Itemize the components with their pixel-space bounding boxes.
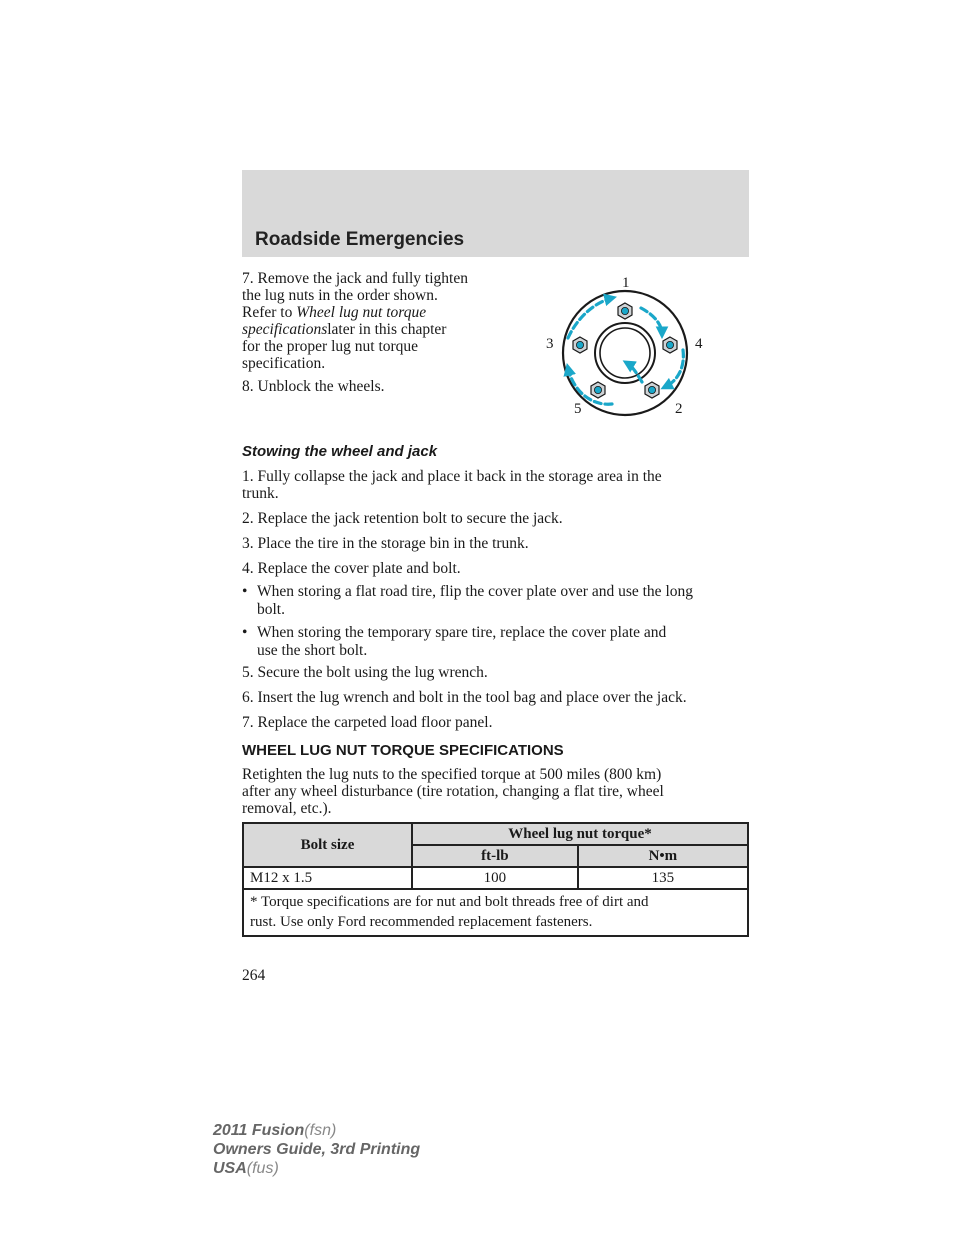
stow-step-1: 1. Fully collapse the jack and place it back in the storage area in the xyxy=(242,468,662,485)
section-heading: WHEEL LUG NUT TORQUE SPECIFICATIONS xyxy=(242,742,564,759)
stow-step-7: 7. Replace the carpeted load floor panel. xyxy=(242,714,493,731)
table-row xyxy=(243,867,748,889)
page-number: 264 xyxy=(242,967,266,984)
section-header-band xyxy=(242,170,749,257)
table-cell-nm: 135 xyxy=(578,867,748,889)
step-7-line xyxy=(242,321,446,338)
column-header-ft-lb: ft-lb xyxy=(412,845,578,867)
sequence-label-5: 5 xyxy=(574,401,582,417)
sequence-label-4: 4 xyxy=(695,336,703,352)
step-7-text: Refer to xyxy=(242,304,297,321)
step-7-line: for the proper lug nut torque xyxy=(242,338,419,355)
step-7-line xyxy=(242,304,426,321)
cross-reference: specifications xyxy=(242,321,328,338)
table-footnote: * Torque specifications are for nut and bolt threads free of dirt and rust. Use only Ford recommended replacement fasteners. xyxy=(243,889,748,936)
stow-step-4: 4. Replace the cover plate and bolt. xyxy=(242,560,461,577)
torque-intro: after any wheel disturbance (tire rotation, changing a flat tire, wheel xyxy=(242,783,664,800)
hub-inner-circle xyxy=(600,328,650,378)
table-footnote-row xyxy=(243,889,748,936)
stow-step-5: 5. Secure the bolt using the lug wrench. xyxy=(242,664,488,681)
hub-outer-circle xyxy=(595,323,655,383)
column-header-bolt-size: Bolt size xyxy=(243,823,412,867)
document-footer: 2011 Fusion(fsn) Owners Guide, 3rd Printing USA(fus) xyxy=(213,1122,421,1177)
step-7-line: the lug nuts in the order shown. xyxy=(242,287,438,304)
column-header-nm: N•m xyxy=(578,845,748,867)
stow-step-3: 3. Place the tire in the storage bin in the trunk. xyxy=(242,535,529,552)
lug-nut-sequence-diagram xyxy=(540,270,710,420)
bullet-item: • When storing the temporary spare tire, replace the cover plate and use the short bolt. xyxy=(242,624,667,659)
torque-intro: Retighten the lug nuts to the specified torque at 500 miles (800 km) xyxy=(242,766,662,783)
column-header-torque: Wheel lug nut torque* xyxy=(412,823,748,845)
stow-step-1: trunk. xyxy=(242,485,279,502)
cross-reference: Wheel lug nut torque xyxy=(296,304,427,321)
step-7-text: later in this chapter xyxy=(327,321,447,338)
subsection-heading: Stowing the wheel and jack xyxy=(242,443,438,460)
stow-step-6: 6. Insert the lug wrench and bolt in the tool bag and place over the jack. xyxy=(242,689,687,706)
table-cell-ft-lb: 100 xyxy=(412,867,578,889)
sequence-label-2: 2 xyxy=(675,401,683,417)
torque-intro: removal, etc.). xyxy=(242,800,332,817)
step-8: 8. Unblock the wheels. xyxy=(242,378,385,395)
torque-spec-table xyxy=(242,822,749,937)
table-cell-bolt-size: M12 x 1.5 xyxy=(243,867,412,889)
bullet-icon: • xyxy=(242,583,248,600)
bullet-icon: • xyxy=(242,624,248,641)
stow-step-2: 2. Replace the jack retention bolt to secure the jack. xyxy=(242,510,563,527)
sequence-label-3: 3 xyxy=(546,336,554,352)
sequence-label-1: 1 xyxy=(622,275,630,291)
bullet-item: • When storing a flat road tire, flip the cover plate over and use the long bolt. xyxy=(242,583,693,618)
step-7-line: 7. Remove the jack and fully tighten xyxy=(242,270,468,287)
section-title: Roadside Emergencies xyxy=(255,229,465,250)
step-7-line: specification. xyxy=(242,355,326,372)
table-header-row xyxy=(243,823,748,845)
